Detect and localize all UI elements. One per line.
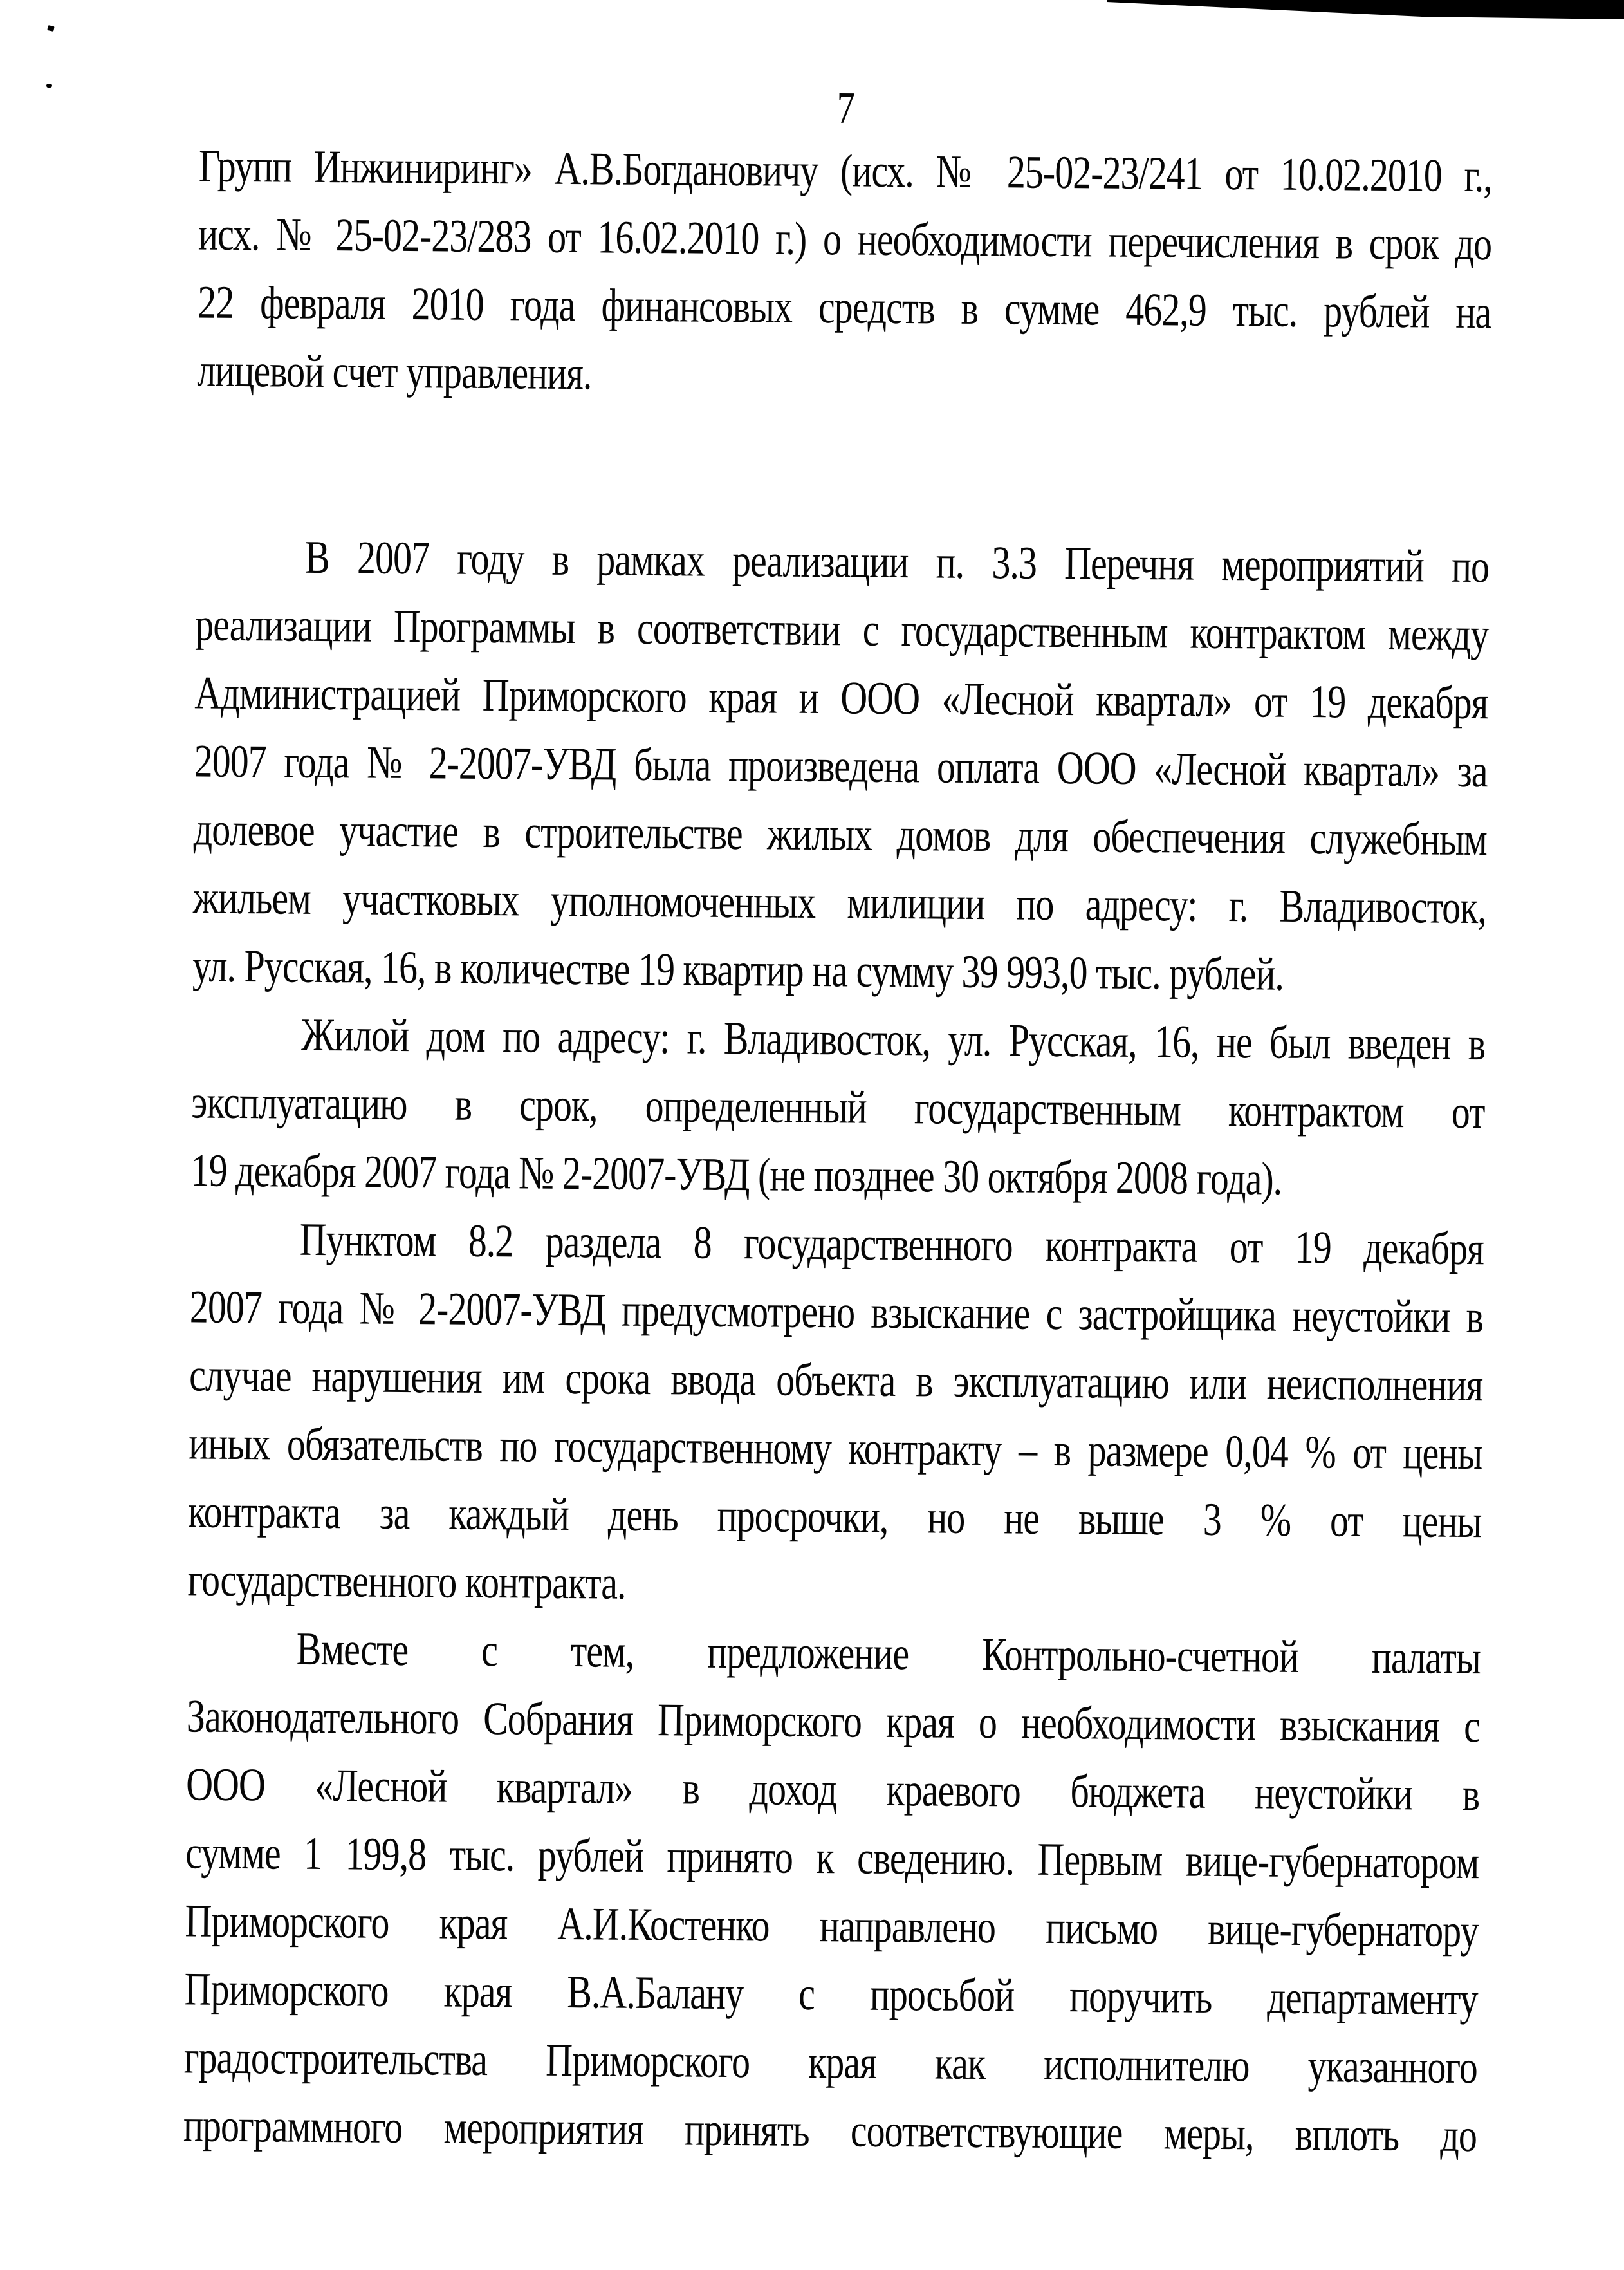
text-line: лицевой счет управления. (197, 344, 592, 400)
text-line: Приморского края А.И.Костенко направлено письмо вице-губернатору (185, 1894, 1479, 1957)
document-body-text (183, 135, 1493, 2173)
text-line: Жилой дом по адресу: г. Владивосток, ул. Русская, 16, не был введен в (301, 1008, 1486, 1070)
text-line: контракта за каждый день просрочки, но не выше 3 % от цены (188, 1485, 1482, 1548)
text-line: исх. № 25-02-23/283 от 16.02.2010 г.) о необходимости перечисления в срок до (198, 207, 1492, 270)
text-line: сумме 1 199,8 тыс. рублей принято к сведению. Первым вице-губернатором (185, 1826, 1479, 1889)
text-line: Законодательного Собрания Приморского края о необходимости взыскания с (186, 1689, 1481, 1753)
scan-artifact-wedge (0, 0, 1624, 22)
page-number: 7 (836, 83, 855, 134)
text-line: В 2007 году в рамках реализации п. 3.3 Перечня мероприятий по (304, 530, 1490, 593)
text-line: Администрацией Приморского края и ООО «Лесной квартал» от 19 декабря (194, 666, 1488, 729)
text-line: 2007 года № 2-2007-УВД была произведена оплата ООО «Лесной квартал» за (194, 734, 1488, 797)
text-line: Приморского края В.А.Балану с просьбой поручить департаменту (184, 1962, 1478, 2025)
text-line: Пунктом 8.2 раздела 8 государственного контракта от 19 декабря (299, 1213, 1484, 1275)
text-line: ООО «Лесной квартал» в доход краевого бюджета неустойки в (185, 1758, 1480, 1821)
scan-speck (46, 84, 52, 88)
text-line: Групп Инжиниринг» А.В.Богдановичу (исх. № 25-02-23/241 от 10.02.2010 г., (198, 139, 1493, 202)
text-line: реализации Программы в соответствии с государственным контрактом между (195, 598, 1489, 661)
text-line: случае нарушения им срока ввода объекта в эксплуатацию или неисполнения (189, 1348, 1483, 1411)
text-line: эксплуатацию в срок, определенный государственным контрактом от (191, 1075, 1485, 1139)
scan-speck (47, 25, 54, 32)
text-line: градостроительства Приморского края как исполнителю указанного (183, 2031, 1478, 2094)
text-line: государственного контракта. (187, 1553, 626, 1609)
text-line: ул. Русская, 16, в количестве 19 квартир на сумму 39 993,0 тыс. рублей. (192, 939, 1284, 1000)
document-text-block (183, 77, 1493, 2173)
text-line: Вместе с тем, предложение Контрольно-счетной палаты (296, 1622, 1481, 1684)
text-line: 22 февраля 2010 года финансовых средств в сумме 462,9 тыс. рублей на (197, 275, 1491, 339)
text-line: иных обязательств по государственному контракту – в размере 0,04 % от цены (189, 1417, 1482, 1480)
text-line: 2007 года № 2-2007-УВД предусмотрено взыскание с застройщика неустойки в (189, 1280, 1484, 1343)
text-line: 19 декабря 2007 года № 2-2007-УВД (не позднее 30 октября 2008 года). (190, 1144, 1282, 1205)
text-line: программного мероприятия принять соответствующие меры, вплоть до (183, 2099, 1477, 2162)
text-line: жильем участковых уполномоченных милиции по адресу: г. Владивосток, (192, 871, 1487, 934)
text-line: долевое участие в строительстве жилых домов для обеспечения служебным (193, 803, 1488, 866)
